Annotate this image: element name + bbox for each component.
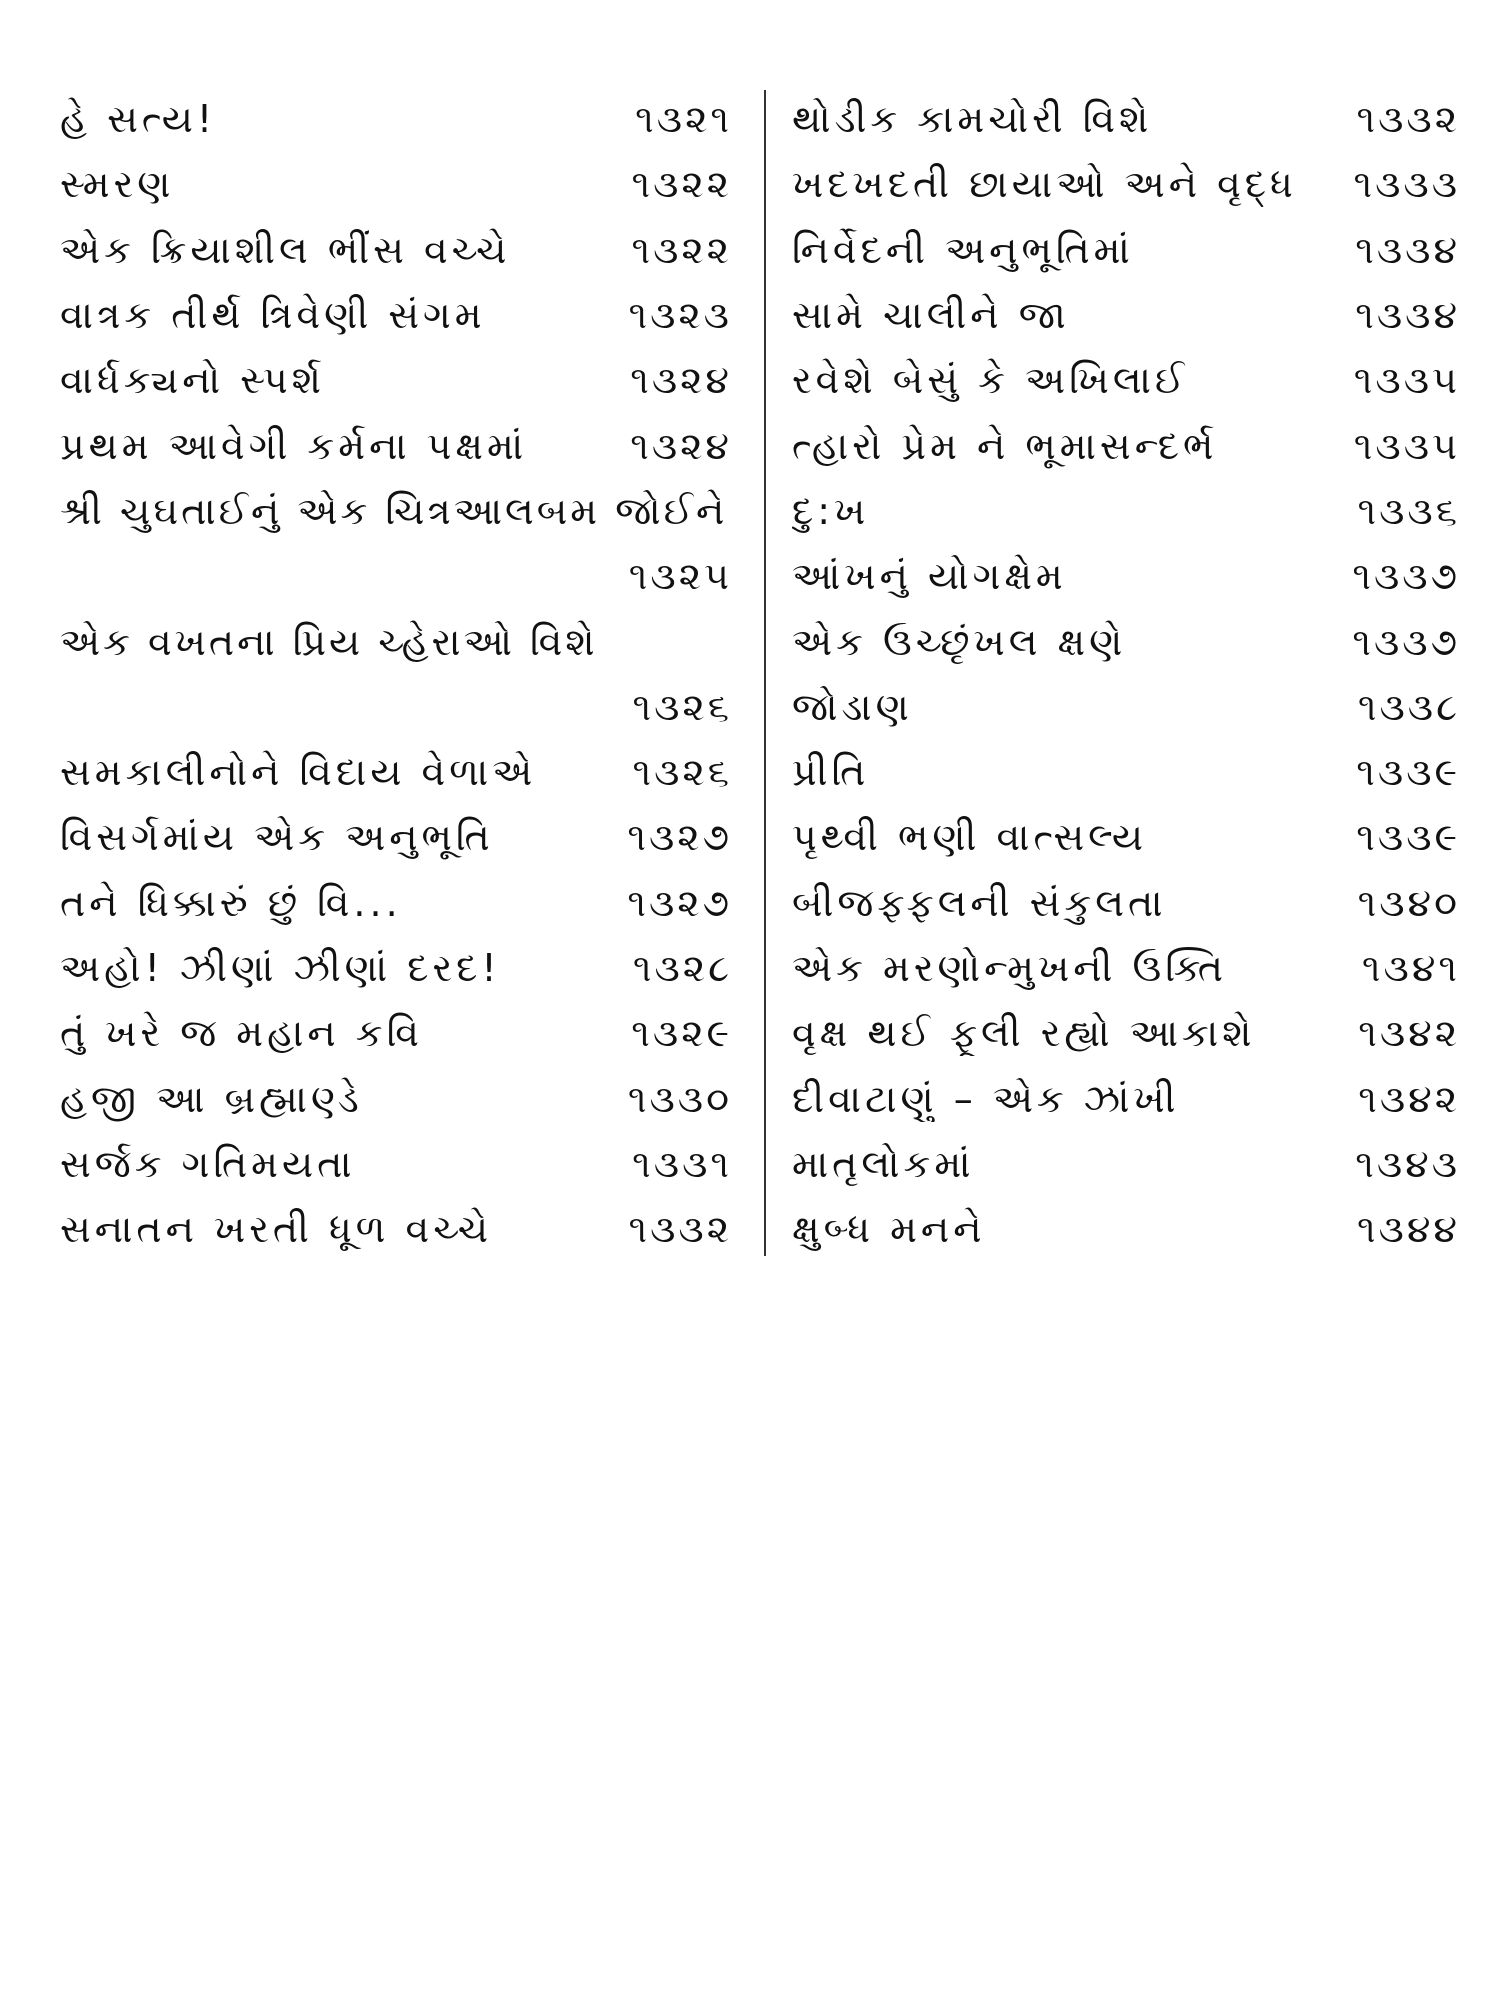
toc-entry [60, 218, 732, 283]
entry-title: વૃક્ષ થઈ ફૂલી રહ્યો આકાશે [792, 1011, 1256, 1056]
entry-page: ૧૩૩૨ [1356, 97, 1460, 142]
entry-page: ૧૩૩૫ [1353, 423, 1460, 468]
entry-page: ૧૩૪૦ [1357, 880, 1460, 925]
entry-page: ૧૩૩૪ [1355, 227, 1460, 272]
entry-title: સ્મરણ [60, 162, 175, 207]
entry-page: ૧૩૪૪ [1356, 1207, 1460, 1252]
toc-entry [792, 805, 1460, 870]
entry-page: ૧૩૨૩ [628, 293, 732, 338]
toc-entry [60, 871, 732, 936]
toc-entry [60, 413, 732, 478]
entry-page: ૧૩૨૮ [632, 946, 732, 990]
toc-entry [792, 479, 1460, 544]
entry-page: ૧૩૩૬ [1357, 488, 1460, 533]
entry-title: નિર્વેદની અનુભૂતિમાં [792, 227, 1134, 272]
toc-entry [60, 609, 732, 674]
entry-title: અહો! ઝીણાં ઝીણાં દરદ! [60, 946, 501, 990]
entry-title: ત્હારો પ્રેમ ને ભૂમાસન્દર્ભ [792, 423, 1218, 468]
entry-page: ૧૩૪૩ [1355, 1141, 1460, 1186]
entry-page: ૧૩૪૨ [1358, 1011, 1460, 1056]
entry-title: ક્ષુબ્ધ મનને [792, 1207, 986, 1252]
toc-entry [792, 740, 1460, 805]
entry-title: થોડીક કામચોરી વિશે [792, 97, 1153, 142]
toc-entry [792, 1066, 1460, 1131]
entry-title: દુ:ખ [792, 488, 870, 533]
entry-page: ૧૩૨૪ [630, 423, 732, 468]
entry-page: ૧૩૨૬ [632, 750, 732, 795]
entry-page: ૧૩૨૨ [631, 162, 732, 207]
entry-page: ૧૩૩૪ [1355, 293, 1460, 338]
entry-page: ૧૩૨૭ [627, 880, 732, 925]
toc-entry [60, 479, 732, 544]
entry-page: ૧૩૩૨ [628, 1207, 732, 1252]
entry-page: ૧૩૩૧ [632, 1141, 732, 1186]
entry-title: એક ઉચ્છૃંખલ ક્ષણે [792, 619, 1127, 664]
toc-entry [792, 1197, 1460, 1262]
entry-page: ૧૩૩૩ [1353, 162, 1460, 207]
entry-title: પૃથ્વી ભણી વાત્સલ્ય [792, 815, 1147, 860]
entry-title: હજી આ બ્રહ્માણ્ડે [60, 1076, 363, 1121]
toc-entry [60, 805, 732, 870]
entry-page: ૧૩૩૭ [1352, 554, 1460, 599]
toc-entry [60, 1132, 732, 1197]
entry-page: ૧૩૩૯ [1356, 750, 1460, 795]
toc-entry [792, 544, 1460, 609]
toc-entry-continued [60, 675, 732, 740]
entry-page: ૧૩૩૦ [627, 1076, 732, 1121]
entry-title: પ્રીતિ [792, 750, 870, 795]
toc-entry [792, 675, 1460, 740]
entry-title: શ્રી ચુઘતાઈનું એક ચિત્રઆલબમ જોઈને [60, 488, 728, 533]
toc-entry [60, 348, 732, 413]
entry-page: ૧૩૪૨ [1358, 1076, 1460, 1121]
entry-title: પ્રથમ આવેગી કર્મના પક્ષમાં [60, 423, 528, 468]
toc-entry [792, 609, 1460, 674]
entry-title: સર્જક ગતિમયતા [60, 1141, 356, 1186]
toc-entry [792, 1001, 1460, 1066]
entry-title: માતૃલોકમાં [792, 1141, 975, 1186]
column-divider [764, 90, 766, 1256]
entry-page: ૧૩૪૧ [1361, 946, 1460, 990]
entry-title: આંખનું યોગક્ષેમ [792, 554, 1067, 599]
toc-entry [792, 348, 1460, 413]
entry-title: વાત્રક તીર્થ ત્રિવેણી સંગમ [60, 293, 486, 338]
toc-entry [792, 1132, 1460, 1197]
entry-title: વિસર્ગમાંય એક અનુભૂતિ [60, 815, 494, 860]
entry-title: બીજફ્ફલની સંકુલતા [792, 880, 1167, 925]
entry-title: તું ખરે જ મહાન કવિ [60, 1011, 423, 1056]
toc-entry [792, 936, 1460, 1001]
entry-title: જોડાણ [792, 684, 913, 729]
toc-entry [792, 413, 1460, 478]
entry-title: એક ક્રિયાશીલ ભીંસ વચ્ચે [60, 227, 511, 272]
entry-page: ૧૩૨૪ [630, 358, 732, 403]
toc-entry [792, 871, 1460, 936]
toc-entry [60, 1197, 732, 1262]
entry-title: એક મરણોન્મુખની ઉક્તિ [792, 946, 1227, 990]
toc-entry [792, 218, 1460, 283]
toc-entry [60, 936, 732, 1001]
entry-title: સનાતન ખરતી ધૂળ વચ્ચે [60, 1207, 492, 1252]
toc-entry [792, 87, 1460, 152]
toc-entry [60, 87, 732, 152]
entry-title: એક વખતના પ્રિય ચ્હેરાઓ વિશે [60, 619, 598, 664]
entry-page: ૧૩૩૯ [1356, 815, 1460, 860]
toc-right-column [792, 87, 1460, 1262]
entry-page: ૧૩૨૭ [627, 815, 732, 860]
entry-title: દીવાટાણું – એક ઝાંખી [792, 1076, 1180, 1121]
toc-left-column [60, 87, 732, 1262]
entry-page: ૧૩૨૫ [628, 554, 732, 599]
toc-entry [60, 740, 732, 805]
entry-page: ૧૩૨૧ [635, 97, 732, 142]
toc-entry [60, 283, 732, 348]
entry-title: રવેશે બેસું કે અખિલાઈ [792, 358, 1189, 403]
entry-title: સમકાલીનોને વિદાય વેળાએ [60, 750, 537, 795]
entry-title: તને ધિક્કારું છું વિ... [60, 880, 402, 925]
entry-page: ૧૩૨૯ [631, 1011, 732, 1056]
entry-page: ૧૩૩૭ [1352, 619, 1460, 664]
toc-entry [60, 152, 732, 217]
toc-entry [792, 283, 1460, 348]
toc-entry [60, 1001, 732, 1066]
entry-title: વાર્ધક્યનો સ્પર્શ [60, 358, 325, 403]
entry-page: ૧૩૨૨ [631, 227, 732, 272]
toc-entry [792, 152, 1460, 217]
toc-entry [60, 1066, 732, 1131]
entry-title: હે સત્ય! [60, 97, 217, 142]
entry-title: સામે ચાલીને જા [792, 293, 1070, 338]
entry-page: ૧૩૩૮ [1357, 684, 1460, 729]
toc-entry-continued [60, 544, 732, 609]
entry-title: ખદખદતી છાયાઓ અને વૃદ્ધ [792, 162, 1297, 207]
entry-page: ૧૩૨૬ [632, 684, 732, 729]
entry-page: ૧૩૩૫ [1353, 358, 1460, 403]
